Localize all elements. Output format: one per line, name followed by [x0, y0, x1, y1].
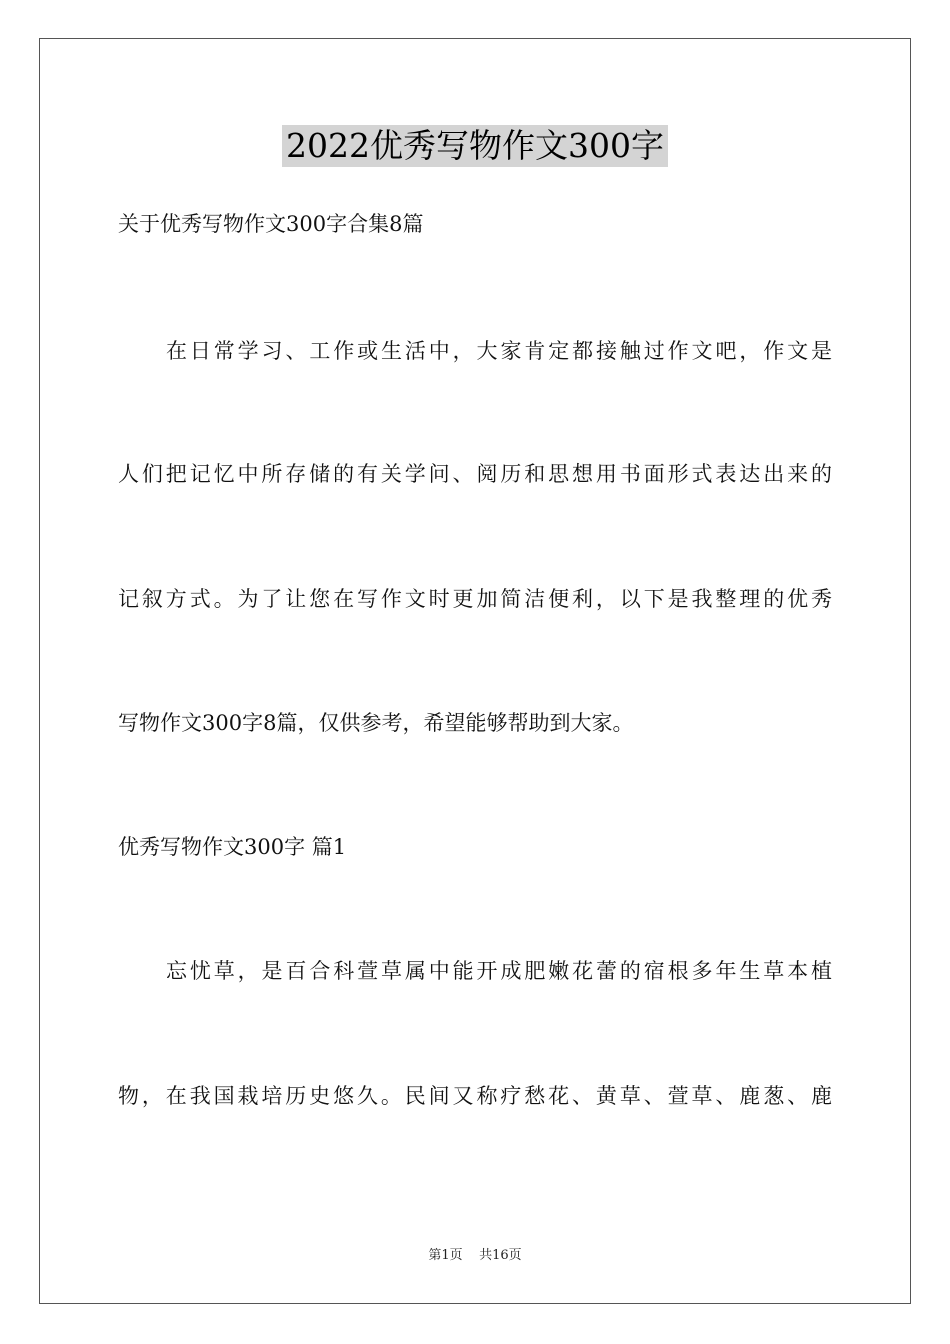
section-line-2: 物，在我国栽培历史悠久。民间又称疗愁花、黄草、萱草、鹿葱、鹿	[118, 1084, 832, 1108]
intro-line-4: 写物作文300字8篇，仅供参考，希望能够帮助到大家。	[118, 711, 634, 735]
section-heading: 优秀写物作文300字 篇1	[118, 835, 347, 859]
intro-line-1: 在日常学习、工作或生活中，大家肯定都接触过作文吧，作文是	[166, 339, 832, 363]
document-title: 2022优秀写物作文300字	[282, 125, 668, 167]
document-subtitle: 关于优秀写物作文300字合集8篇	[118, 212, 424, 236]
page-footer: 第1页 共16页	[428, 1248, 522, 1263]
intro-line-2: 人们把记忆中所存储的有关学问、阅历和思想用书面形式表达出来的	[118, 462, 832, 486]
intro-line-3: 记叙方式。为了让您在写作文时更加简洁便利，以下是我整理的优秀	[118, 587, 832, 611]
section-line-1: 忘忧草，是百合科萱草属中能开成肥嫩花蕾的宿根多年生草本植	[166, 959, 832, 983]
title-container	[0, 125, 950, 167]
